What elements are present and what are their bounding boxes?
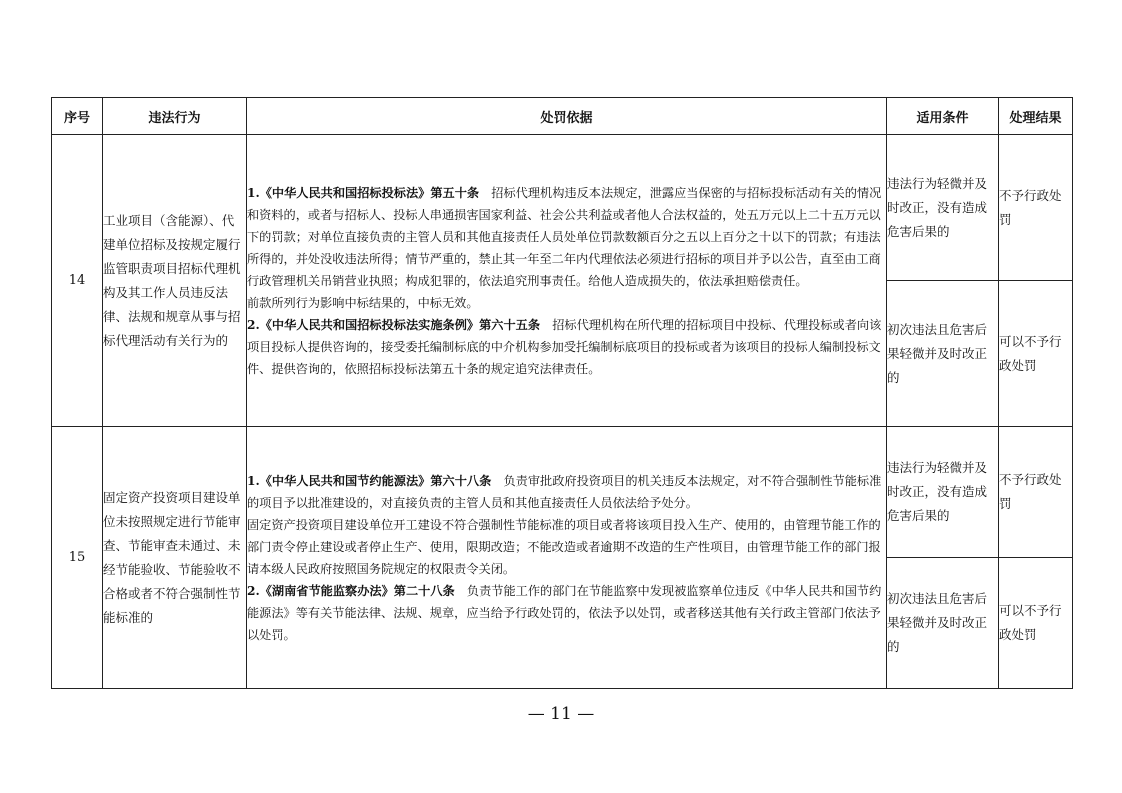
header-act: 违法行为: [103, 98, 247, 135]
law-citation: 1.《中华人民共和国招标投标法》第五十条: [247, 185, 480, 200]
result-cell: 可以不予行政处罚: [999, 558, 1073, 689]
table-row: [52, 427, 1073, 558]
condition-cell: 违法行为轻微并及时改正，没有造成危害后果的: [887, 427, 999, 558]
basis-paragraph: [247, 470, 886, 514]
basis-paragraph: [247, 580, 886, 646]
basis-cell: [247, 135, 887, 427]
law-text: 招标代理机构违反本法规定，泄露应当保密的与招标投标活动有关的情况和资料的，或者与招标人、投标人串通损害国家利益、社会公共利益或者他人合法权益的，处五万元以上二十五万元以下的罚款；对单位直接负责的主管人员和其他直接责任人员处单位罚款数额百分之五以上百分之十以下的罚款；有违法所得的，并处没收违法所得；情节严重的，禁止其一年至二年内代理依法必须进行招标的项目并予以公告，直至由工商行政管理机关吊销营业执照；构成犯罪的，依法追究刑事责任。给他人造成损失的，依法承担赔偿责任。: [247, 185, 882, 288]
condition-cell: 初次违法且危害后果轻微并及时改正的: [887, 281, 999, 427]
violation-cell: 工业项目（含能源）、代建单位招标及按规定履行监管职责项目招标代理机构及其工作人员违反法律、法规和规章从事与招标代理活动有关行为的: [103, 135, 247, 427]
result-cell: 可以不予行政处罚: [999, 281, 1073, 427]
table-header-row: [52, 98, 1073, 135]
result-cell: 不予行政处罚: [999, 135, 1073, 281]
law-text: 固定资产投资项目建设单位开工建设不符合强制性节能标准的项目或者将该项目投入生产、使用的，由管理节能工作的部门责令停止建设或者停止生产、使用，限期改造；不能改造或者逾期不改造的生产性项目，由管理节能工作的部门报请本级人民政府按照国务院规定的权限责令关闭。: [247, 517, 881, 576]
penalty-table: [51, 97, 1073, 689]
basis-cell: [247, 427, 887, 689]
header-res: 处理结果: [999, 98, 1073, 135]
row-number: 15: [52, 427, 103, 689]
basis-paragraph: [247, 514, 886, 580]
page-number: — 11 —: [527, 704, 595, 724]
basis-paragraph: [247, 182, 886, 292]
law-citation: 1.《中华人民共和国节约能源法》第六十八条: [247, 473, 492, 488]
header-num: 序号: [52, 98, 103, 135]
law-text: 负责节能工作的部门在节能监察中发现被监察单位违反《中华人民共和国节约能源法》等有关节能法律、法规、规章，应当给予行政处罚的，依法予以处罚，或者移送其他有关行政主管部门依法予以处罚。: [247, 583, 882, 642]
condition-cell: 初次违法且危害后果轻微并及时改正的: [887, 558, 999, 689]
law-text: 招标代理机构在所代理的招标项目中投标、代理投标或者向该项目投标人提供咨询的，接受委托编制标底的中介机构参加受托编制标底项目的投标或者为该项目的投标人编制投标文件、提供咨询的，依照招标投标法第五十条的规定追究法律责任。: [247, 317, 882, 376]
header-basis: 处罚依据: [247, 98, 887, 135]
condition-cell: 违法行为轻微并及时改正，没有造成危害后果的: [887, 135, 999, 281]
violation-cell: 固定资产投资项目建设单位未按照规定进行节能审查、节能审查未通过、未经节能验收、节能验收不合格或者不符合强制性节能标准的: [103, 427, 247, 689]
basis-paragraph: [247, 314, 886, 380]
law-text: 负责审批政府投资项目的机关违反本法规定，对不符合强制性节能标准的项目予以批准建设的，对直接负责的主管人员和其他直接责任人员依法给予处分。: [247, 473, 882, 510]
basis-paragraph: [247, 292, 886, 314]
law-citation: 2.《湖南省节能监察办法》第二十八条: [247, 583, 455, 598]
law-citation: 2.《中华人民共和国招标投标法实施条例》第六十五条: [247, 317, 541, 332]
table-row: [52, 135, 1073, 281]
header-cond: 适用条件: [887, 98, 999, 135]
row-number: 14: [52, 135, 103, 427]
result-cell: 不予行政处罚: [999, 427, 1073, 558]
law-text: 前款所列行为影响中标结果的，中标无效。: [247, 295, 479, 310]
